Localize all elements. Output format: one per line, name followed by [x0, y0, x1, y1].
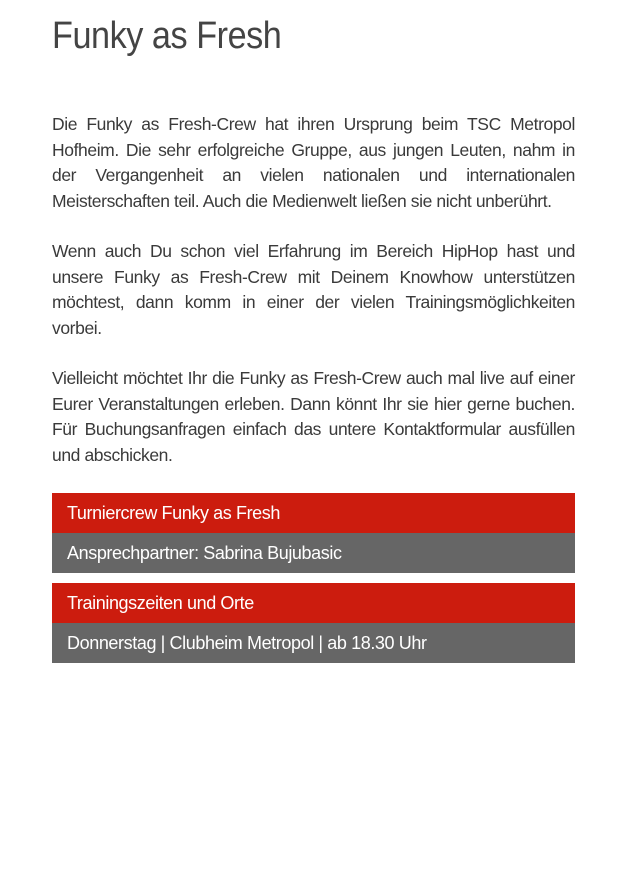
info-block-training [52, 583, 575, 663]
info-block-detail: Ansprechpartner: Sabrina Bujubasic [52, 533, 575, 573]
intro-paragraph: Die Funky as Fresh-Crew hat ihren Ursprung beim TSC Metropol Hofheim. Die sehr erfolgreiche Gruppe, aus jungen Leuten, nahm in der Vergangenheit an vielen nationalen und internationalen Meisterschaften teil. Auch die Medienwelt ließen sie nicht unberührt. [52, 114, 575, 211]
info-block-heading: Turniercrew Funky as Fresh [52, 493, 575, 533]
join-paragraph: Wenn auch Du schon viel Erfahrung im Bereich HipHop hast und unsere Funky as Fresh-Crew mit Deinem Knowhow unterstützen möchtest, dann komm in einer der vielen Trainingsmöglichkeiten vorbei. [52, 241, 575, 338]
info-blocks [52, 493, 575, 663]
info-block-heading: Trainingszeiten und Orte [52, 583, 575, 623]
info-block-crew [52, 493, 575, 573]
content-area [52, 112, 575, 663]
booking-paragraph: Vielleicht möchtet Ihr die Funky as Fresh-Crew auch mal live auf einer Eurer Veranstaltungen erleben. Dann könnt Ihr sie hier gerne buchen. Für Buchungsanfragen einfach das untere Kontaktformular ausfüllen und abschicken. [52, 368, 575, 465]
page-title: Funky as Fresh [52, 15, 282, 57]
info-block-detail: Donnerstag | Clubheim Metropol | ab 18.30 Uhr [52, 623, 575, 663]
